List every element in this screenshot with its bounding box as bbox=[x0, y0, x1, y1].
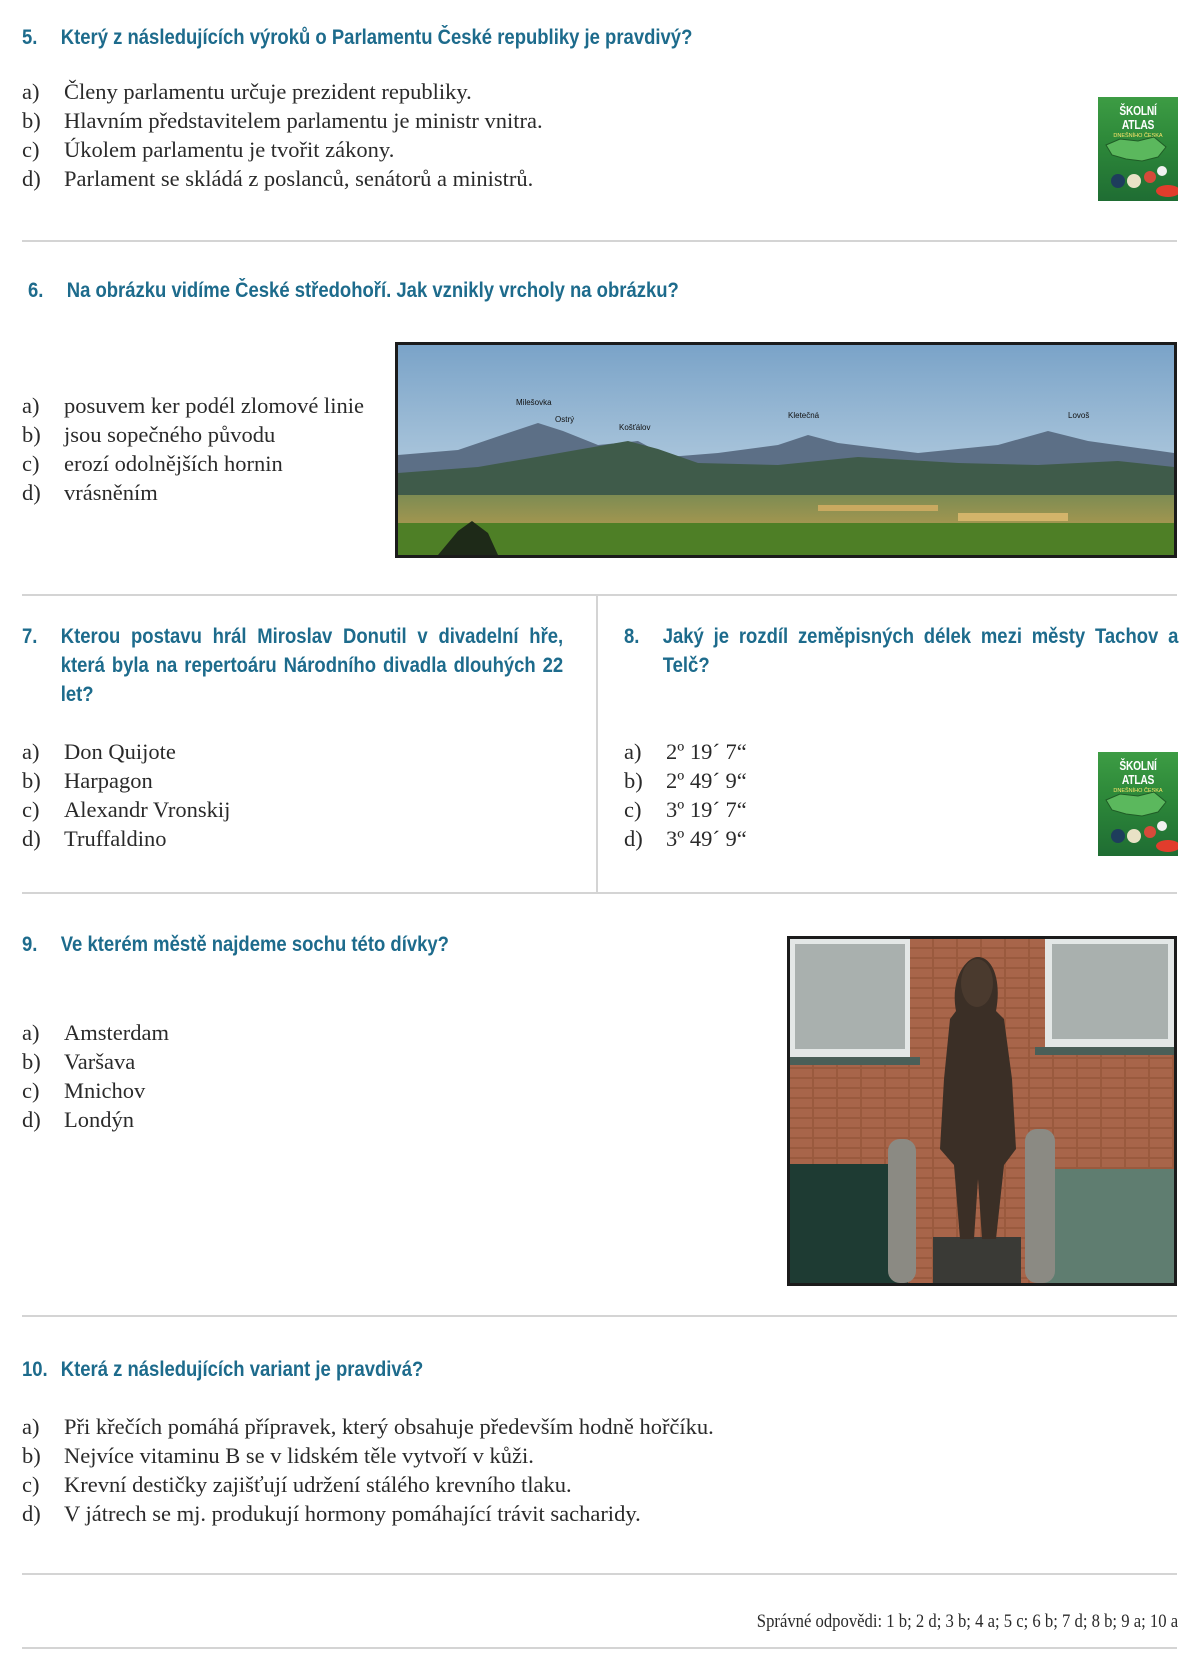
answer-option[interactable] bbox=[22, 164, 543, 193]
answer-option[interactable] bbox=[22, 77, 543, 106]
option-letter: d) bbox=[22, 1107, 41, 1132]
question-10-title bbox=[22, 1355, 423, 1384]
option-letter: c) bbox=[22, 1078, 40, 1103]
question-5-options bbox=[22, 77, 543, 193]
question-number: 9. bbox=[22, 933, 38, 956]
option-text: posuvem ker podél zlomové linie bbox=[64, 393, 364, 418]
question-8-options bbox=[624, 737, 747, 853]
option-letter: c) bbox=[22, 1472, 40, 1497]
option-text: 2º 49´ 9“ bbox=[666, 768, 747, 793]
divider bbox=[22, 1647, 1177, 1649]
option-text: erozí odolnějších hornin bbox=[64, 451, 283, 476]
option-text: Truffaldino bbox=[64, 826, 167, 851]
option-text: Mnichov bbox=[64, 1078, 146, 1103]
option-letter: d) bbox=[22, 166, 41, 191]
option-text: V játrech se mj. produkují hormony pomáhající trávit sacharidy. bbox=[64, 1501, 641, 1526]
question-8-title bbox=[624, 622, 1178, 680]
option-letter: c) bbox=[22, 451, 40, 476]
question-number: 5. bbox=[22, 26, 38, 49]
option-letter: a) bbox=[22, 739, 40, 764]
peak-label: Lovoš bbox=[1068, 411, 1090, 420]
answer-option[interactable] bbox=[22, 766, 230, 795]
question-text: Na obrázku vidíme České středohoří. Jak vznikly vrcholy na obrázku? bbox=[66, 279, 679, 302]
answer-option[interactable] bbox=[22, 1412, 714, 1441]
peak-label: Ostrý bbox=[555, 415, 575, 424]
answer-option[interactable] bbox=[22, 1047, 169, 1076]
option-text: Don Quijote bbox=[64, 739, 176, 764]
answer-option[interactable] bbox=[22, 391, 364, 420]
question-9-options bbox=[22, 1018, 169, 1134]
option-letter: a) bbox=[624, 739, 642, 764]
option-letter: c) bbox=[624, 797, 642, 822]
option-text: jsou sopečného původu bbox=[64, 422, 276, 447]
question-number: 8. bbox=[624, 625, 640, 648]
answer-option[interactable] bbox=[22, 1499, 714, 1528]
question-number: 6. bbox=[28, 279, 44, 302]
option-letter: a) bbox=[22, 1020, 40, 1045]
answer-option[interactable] bbox=[22, 1105, 169, 1134]
atlas-badge-title: ŠKOLNÍ ATLAS bbox=[1119, 104, 1157, 132]
answer-option[interactable] bbox=[22, 795, 230, 824]
answer-option[interactable] bbox=[22, 135, 543, 164]
answer-option[interactable] bbox=[624, 737, 747, 766]
option-text: 3º 19´ 7“ bbox=[666, 797, 747, 822]
option-text: Úkolem parlamentu je tvořit zákony. bbox=[64, 137, 395, 162]
option-letter: c) bbox=[22, 137, 40, 162]
divider bbox=[22, 892, 1177, 894]
option-letter: a) bbox=[22, 393, 40, 418]
atlas-badge-title: ŠKOLNÍ ATLAS bbox=[1119, 759, 1157, 787]
option-letter: a) bbox=[22, 79, 40, 104]
option-letter: b) bbox=[22, 1049, 41, 1074]
option-letter: d) bbox=[22, 1501, 41, 1526]
answer-option[interactable] bbox=[22, 1076, 169, 1105]
option-text: Londýn bbox=[64, 1107, 134, 1132]
option-text: Harpagon bbox=[64, 768, 153, 793]
answer-option[interactable] bbox=[624, 824, 747, 853]
option-letter: d) bbox=[22, 480, 41, 505]
option-text: 2º 19´ 7“ bbox=[666, 739, 747, 764]
question-7-options bbox=[22, 737, 230, 853]
question-7-title bbox=[22, 622, 563, 709]
answer-option[interactable] bbox=[22, 420, 364, 449]
option-letter: b) bbox=[624, 768, 643, 793]
answer-option[interactable] bbox=[22, 106, 543, 135]
divider bbox=[22, 1573, 1177, 1575]
question-text: Ve kterém městě najdeme sochu této dívky? bbox=[60, 933, 449, 956]
atlas-map-icon bbox=[1098, 786, 1178, 856]
question-10-options bbox=[22, 1412, 714, 1528]
option-letter: b) bbox=[22, 422, 41, 447]
option-letter: b) bbox=[22, 768, 41, 793]
atlas-badge-image bbox=[1098, 752, 1178, 856]
question-text: Jaký je rozdíl zeměpisných délek mezi městy Tachov a Telč? bbox=[662, 625, 1179, 677]
option-text: Členy parlamentu určuje prezident republiky. bbox=[64, 79, 472, 104]
answer-option[interactable] bbox=[624, 766, 747, 795]
question-text: Která z následujících variant je pravdivá? bbox=[60, 1358, 424, 1381]
question-number: 10. bbox=[22, 1358, 48, 1381]
atlas-badge-subtitle: DNEŠNÍHO ČESKA bbox=[1113, 133, 1163, 139]
question-6-options bbox=[22, 391, 364, 507]
option-text: Alexandr Vronskij bbox=[64, 797, 231, 822]
question-9-title bbox=[22, 930, 449, 959]
statue-photo bbox=[787, 936, 1177, 1286]
option-letter: b) bbox=[22, 108, 41, 133]
option-text: vrásněním bbox=[64, 480, 158, 505]
atlas-map-icon bbox=[1098, 131, 1178, 201]
answer-option[interactable] bbox=[22, 737, 230, 766]
question-number: 7. bbox=[22, 625, 38, 648]
question-text: Kterou postavu hrál Miroslav Donutil v divadelní hře, která byla na repertoáru Národního divadla dlouhých 22 let? bbox=[60, 625, 564, 706]
answer-option[interactable] bbox=[22, 1441, 714, 1470]
answer-option[interactable] bbox=[22, 1470, 714, 1499]
option-letter: d) bbox=[22, 826, 41, 851]
option-letter: b) bbox=[22, 1443, 41, 1468]
peak-label: Kletečná bbox=[788, 411, 820, 420]
answer-option[interactable] bbox=[22, 449, 364, 478]
peak-label: Košťálov bbox=[619, 423, 651, 432]
answer-option[interactable] bbox=[22, 1018, 169, 1047]
landscape-photo bbox=[395, 342, 1177, 558]
option-text: Hlavním představitelem parlamentu je ministr vnitra. bbox=[64, 108, 543, 133]
atlas-badge-subtitle: DNEŠNÍHO ČESKA bbox=[1113, 788, 1163, 794]
question-text: Který z následujících výroků o Parlamentu České republiky je pravdivý? bbox=[60, 26, 693, 49]
answer-option[interactable] bbox=[22, 478, 364, 507]
question-5-title bbox=[22, 23, 692, 52]
divider bbox=[22, 240, 1177, 242]
option-text: Parlament se skládá z poslanců, senátorů a ministrů. bbox=[64, 166, 534, 191]
option-text: Nejvíce vitaminu B se v lidském těle vytvoří v kůži. bbox=[64, 1443, 534, 1468]
option-text: Při křečích pomáhá přípravek, který obsahuje především hodně hořčíku. bbox=[64, 1414, 714, 1439]
peak-label: Milešovka bbox=[516, 398, 552, 407]
correct-answers-line: Správné odpovědi: 1 b; 2 d; 3 b; 4 a; 5 c; 6 b; 7 d; 8 b; 9 a; 10 a bbox=[756, 1612, 1178, 1632]
divider bbox=[22, 594, 1177, 596]
divider bbox=[22, 1315, 1177, 1317]
column-divider bbox=[596, 596, 598, 892]
option-text: Varšava bbox=[64, 1049, 136, 1074]
option-letter: c) bbox=[22, 797, 40, 822]
option-letter: a) bbox=[22, 1414, 40, 1439]
atlas-badge-image bbox=[1098, 97, 1178, 201]
answer-option[interactable] bbox=[22, 824, 230, 853]
option-text: Krevní destičky zajišťují udržení stálého krevního tlaku. bbox=[64, 1472, 572, 1497]
option-letter: d) bbox=[624, 826, 643, 851]
answer-option[interactable] bbox=[624, 795, 747, 824]
option-text: Amsterdam bbox=[64, 1020, 169, 1045]
question-6-title bbox=[28, 276, 679, 305]
option-text: 3º 49´ 9“ bbox=[666, 826, 747, 851]
